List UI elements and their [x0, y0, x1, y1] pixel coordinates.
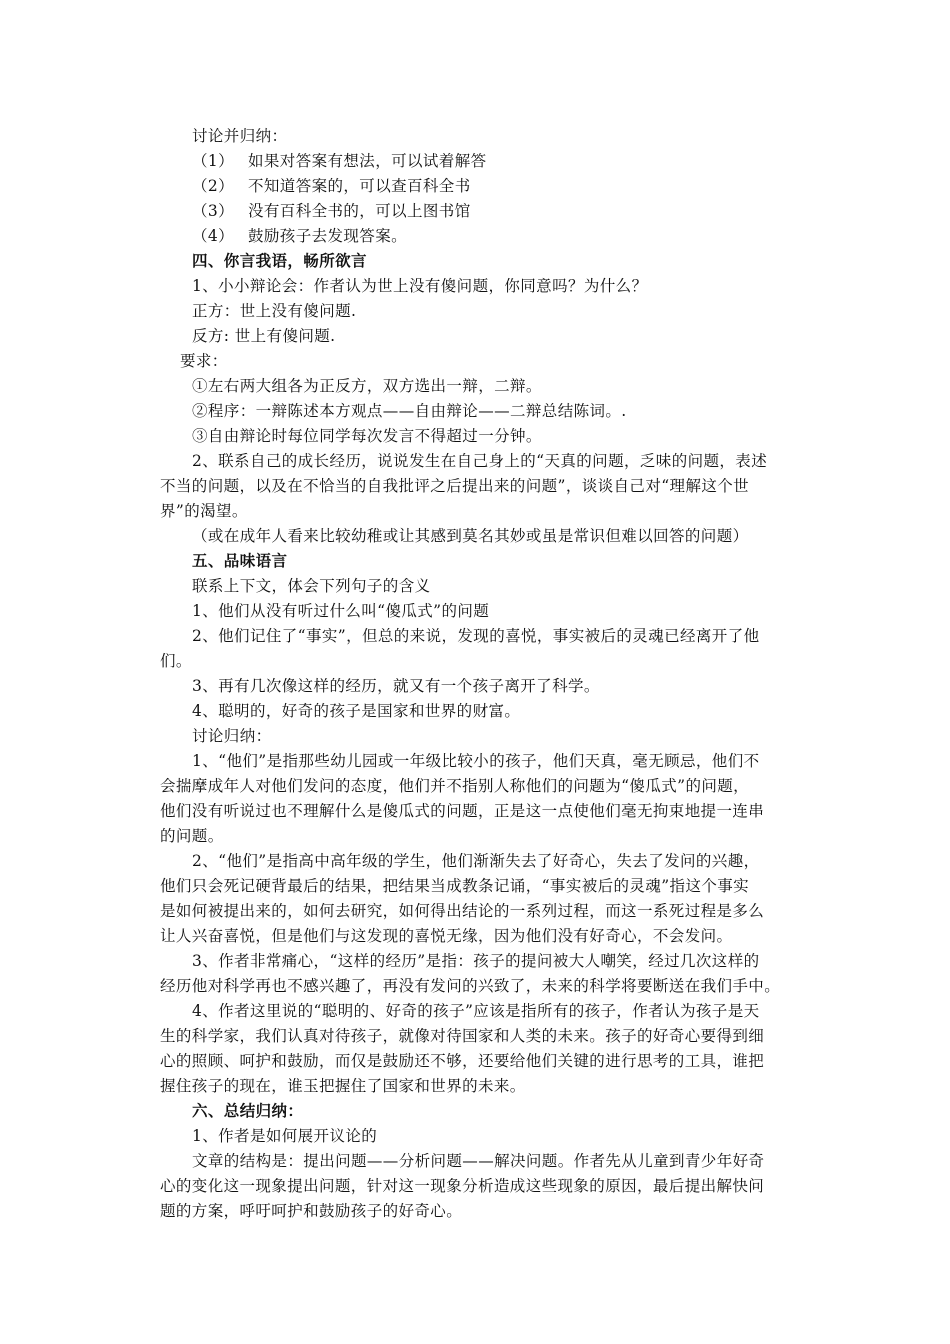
- con-side: 反方: 世上有傻问题.: [192, 327, 336, 345]
- sentence-item: 4、聪明的，好奇的孩子是国家和世界的财富。: [192, 702, 521, 720]
- paragraph-line: 他们没有听说过也不理解什么是傻瓜式的问题，正是这一点使他们毫无拘束地提一连串: [160, 802, 765, 820]
- paragraph-line: 不当的问题，以及在不恰当的自我批评之后提出来的问题”，谈谈自己对“理解这个世: [160, 477, 750, 495]
- discussion-item: [192, 149, 487, 173]
- paragraph-line: 3、作者非常痛心，“这样的经历”是指：孩子的提问被大人嘲笑，经过几次这样的: [192, 952, 760, 970]
- item-text: 如果对答案有想法，可以试着解答: [248, 152, 487, 170]
- debate-question: 1、小小辩论会：作者认为世上没有傻问题，你同意吗？为什么？: [192, 277, 648, 295]
- paragraph-line: 心的变化这一现象提出问题，针对这一现象分析造成这些现象的原因，最后提出解快问: [160, 1177, 765, 1195]
- paragraph-line: 文章的结构是：提出问题——分析问题——解决问题。作者先从儿童到青少年好奇: [192, 1152, 765, 1170]
- paragraph-line: 是如何被提出来的，如何去研究，如何得出结论的一系列过程，而这一系死过程是多么: [160, 902, 765, 920]
- paragraph-line: 4、作者这里说的“聪明的、好奇的孩子”应该是指所有的孩子，作者认为孩子是天: [192, 1002, 760, 1020]
- sentence-item: 2、他们记住了“事实”，但总的来说，发现的喜悦，事实被后的灵魂已经离开了他: [192, 627, 760, 645]
- paragraph-line: 界”的渴望。: [160, 502, 248, 520]
- item-number: （1）: [192, 152, 235, 170]
- item-text: 鼓励孩子去发现答案。: [248, 227, 408, 245]
- discussion-item: [192, 224, 407, 248]
- requirements-label: 要求：: [180, 352, 228, 370]
- discussion-item: [192, 199, 471, 223]
- item-text: 没有百科全书的，可以上图书馆: [248, 202, 471, 220]
- paragraph-line: 2、“他们”是指高中高年级的学生，他们渐渐失去了好奇心，失去了发问的兴趣，: [192, 852, 760, 870]
- paragraph-line: 让人兴奋喜悦，但是他们与这发现的喜悦无缘，因为他们没有好奇心，不会发问。: [160, 927, 733, 945]
- paragraph-line: 的问题。: [160, 827, 224, 845]
- item-number: （4）: [192, 227, 235, 245]
- item-text: 不知道答案的，可以查百科全书: [248, 177, 471, 195]
- sentence-item: 1、他们从没有听过什么叫“傻瓜式”的问题: [192, 602, 490, 620]
- discussion-heading: 讨论并归纳：: [192, 127, 288, 145]
- section-4-heading: 四、你言我语，畅所欲言: [192, 251, 367, 270]
- sentence-item: 3、再有几次像这样的经历，就又有一个孩子离开了科学。: [192, 677, 600, 695]
- paragraph-line: 他们只会死记硬背最后的结果，把结果当成教条记诵，“事实被后的灵魂”指这个事实: [160, 877, 750, 895]
- summary-question: 1、作者是如何展开议论的: [192, 1127, 378, 1145]
- paragraph-line: 题的方案，呼吁呵护和鼓励孩子的好奇心。: [160, 1202, 463, 1220]
- paragraph-line: 心的照顾、呵护和鼓励，而仅是鼓励还不够，还要给他们关键的进行思考的工具，谁把: [160, 1052, 765, 1070]
- section-6-heading: 六、总结归纳：: [192, 1101, 304, 1120]
- requirement-item: ②程序：一辩陈述本方观点——自由辩论——二辩总结陈词。.: [192, 402, 627, 420]
- requirement-item: ①左右两大组各为正反方，双方选出一辩，二辩。: [192, 377, 542, 395]
- sentence-item: 们。: [160, 652, 192, 670]
- paragraph-line: 会揣摩成年人对他们发问的态度，他们并不指别人称他们的问题为“傻瓜式”的问题，: [160, 777, 750, 795]
- discussion-item: [192, 174, 471, 198]
- section-5-intro: 联系上下文，体会下列句子的含义: [192, 577, 431, 595]
- discussion-label: 讨论归纳：: [192, 727, 272, 745]
- item-number: （3）: [192, 202, 235, 220]
- paragraph-line: 经历他对科学再也不感兴趣了，再没有发问的兴致了，未来的科学将要断送在我们手中。: [160, 977, 781, 995]
- paragraph-note: （或在成年人看来比较幼稚或让其感到莫名其妙或虽是常识但难以回答的问题）: [192, 527, 749, 545]
- section-5-heading: 五、品味语言: [192, 551, 288, 570]
- item-number: （2）: [192, 177, 235, 195]
- pro-side: 正方：世上没有傻问题.: [192, 302, 357, 320]
- paragraph-line: 握住孩子的现在，谁玉把握住了国家和世界的未来。: [160, 1077, 526, 1095]
- paragraph-line: 生的科学家，我们认真对待孩子，就像对待国家和人类的未来。孩子的好奇心要得到细: [160, 1027, 765, 1045]
- paragraph-line: 1、“他们”是指那些幼儿园或一年级比较小的孩子，他们天真，毫无顾忌，他们不: [192, 752, 760, 770]
- requirement-item: ③自由辩论时每位同学每次发言不得超过一分钟。: [192, 427, 542, 445]
- paragraph-line: 2、联系自己的成长经历，说说发生在自己身上的“天真的问题，乏味的问题，表述: [192, 452, 768, 470]
